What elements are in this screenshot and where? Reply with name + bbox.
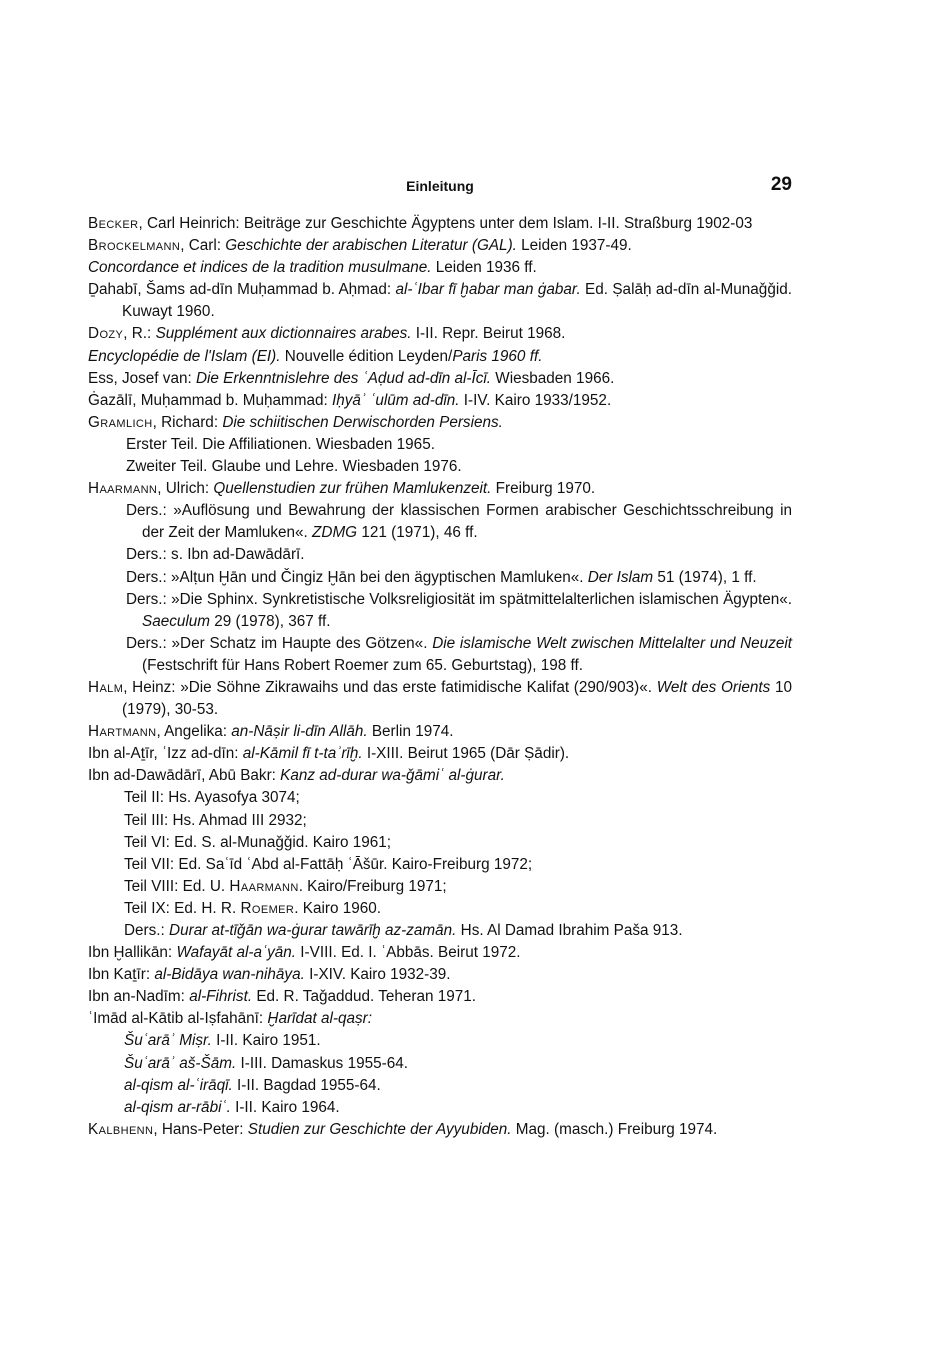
work-title: Geschichte der arabischen Literatur (GAL). — [225, 237, 517, 255]
author-name: Ḏahabī, Šams ad-dīn Muḥammad b. Aḥmad: — [88, 281, 396, 299]
author-surname: Hartmann — [88, 723, 157, 741]
bib-entry — [88, 986, 792, 1008]
publication-details: 10 (1979), 30-53. — [122, 678, 792, 719]
publication-details: Ders.: »Die Sphinx. Synkretistische Volksreligiosität im spätmittelalterlichen islamischen Ägypten«. — [126, 590, 792, 608]
bib-subentry — [124, 832, 792, 854]
publication-details: Wiesbaden 1966. — [491, 369, 615, 387]
bib-entry — [88, 721, 792, 743]
work-title: Iḥyāʾ ʿulūm ad-dīn. — [332, 391, 460, 409]
publication-details: I-II. Kairo 1951. — [211, 1032, 321, 1050]
publication-details: Teil VI: Ed. S. al-Munaǧǧid. Kairo 1961; — [124, 833, 391, 851]
author-surname: Gramlich — [88, 413, 153, 431]
bib-subentry — [124, 920, 792, 942]
author-name: , R.: — [123, 325, 156, 343]
running-title: Einleitung — [406, 178, 474, 194]
author-surname: Becker — [88, 215, 139, 232]
bib-subentry — [124, 1075, 792, 1097]
work-title: Die islamische Welt zwischen Mittelalter und Neuzeit — [432, 634, 792, 652]
bib-subentry — [126, 456, 792, 478]
bib-entry — [88, 257, 792, 279]
work-title: Saeculum — [142, 612, 211, 630]
publication-details: »Die Söhne Zikrawaihs und das erste fatimidische Kalifat (290/903)«. — [180, 678, 657, 696]
bibliography-list — [88, 213, 792, 1141]
publication-details: Ed. Ṣalāḥ ad-dīn al-Munaǧǧid. Kuwayt 1960. — [122, 281, 792, 321]
publication-details: Leiden 1936 ff. — [431, 259, 537, 277]
page-number: 29 — [770, 174, 792, 195]
work-title: Die schiitischen Derwischorden Persiens. — [222, 413, 503, 431]
work-title: Encyclopédie de l'Islam (EI). — [88, 347, 281, 365]
bib-entry — [88, 346, 792, 368]
author-name: Ibn al-Aṯīr, ʿIzz ad-dīn: — [88, 745, 243, 763]
author-name: , Carl: — [180, 237, 226, 255]
bib-subentry — [126, 633, 792, 677]
bib-subentry — [126, 500, 792, 544]
author-name: Ġazālī, Muḥammad b. Muḥammad: — [88, 391, 332, 409]
publication-details: Nouvelle édition Leyden/ — [280, 347, 453, 365]
publication-details: Teil VII: Ed. Saʿīd ʿAbd al-Fattāḥ ʿĀšūr. Kairo-Freiburg 1972; — [124, 855, 533, 873]
author-name: , Hans-Peter: — [153, 1120, 248, 1138]
bib-subentry — [126, 434, 792, 456]
author-surname: Roemer — [240, 899, 295, 917]
publication-details: Erster Teil. Die Affiliationen. Wiesbaden 1965. — [126, 435, 435, 453]
publication-details: Berlin 1974. — [367, 723, 454, 741]
work-title: Šuʿarāʾ Miṣr. — [124, 1032, 212, 1050]
publication-details: Mag. (masch.) Freiburg 1974. — [511, 1120, 718, 1138]
bib-entry — [88, 1119, 792, 1141]
publication-details: I-XIV. Kairo 1932-39. — [304, 966, 451, 984]
publication-details: 29 (1978), 367 ff. — [210, 612, 331, 630]
work-title: al-Kāmil fī t-taʾrīḫ. — [242, 745, 363, 763]
publication-details: Ders.: — [124, 922, 170, 939]
publication-details: Freiburg 1970. — [491, 480, 596, 498]
publication-details: . Kairo/Freiburg 1971; — [298, 877, 447, 895]
bib-subentry — [124, 876, 792, 898]
publication-details: I-XIII. Beirut 1965 (Dār Ṣādir). — [362, 745, 570, 763]
work-title: Kanz ad-durar wa-ǧāmiʿ al-ġurar. — [280, 767, 505, 785]
bib-entry — [88, 478, 792, 500]
bib-subentry — [124, 787, 792, 809]
work-title: al-qism ar-rābiʿ. — [124, 1098, 231, 1116]
publication-details: Teil VIII: Ed. U. — [124, 877, 230, 895]
publication-details: Ders.: »Alṭun Ḫān und Čingiz Ḫān bei den ägyptischen Mamluken«. — [126, 568, 588, 586]
work-title: Paris 1960 ff. — [452, 347, 543, 365]
work-title: Die Erkenntnislehre des ʿAḍud ad-dīn al-Īcī. — [195, 369, 492, 387]
author-name: ʿImād al-Kātib al-Iṣfahānī: — [88, 1010, 268, 1028]
publication-details: I-VIII. Ed. I. ʿAbbās. Beirut 1972. — [296, 944, 521, 962]
work-title: al-Bidāya wan-nihāya. — [154, 966, 305, 984]
publication-details: Ders.: s. Ibn ad-Dawādārī. — [126, 546, 305, 564]
author-surname: Kalbhenn — [88, 1120, 154, 1138]
work-title: Quellenstudien zur frühen Mamlukenzeit. — [213, 480, 492, 498]
publication-details: Zweiter Teil. Glaube und Lehre. Wiesbaden 1976. — [126, 458, 462, 476]
bib-subentry — [124, 898, 792, 920]
work-title: Studien zur Geschichte der Ayyubiden. — [247, 1120, 512, 1138]
publication-details: (Festschrift für Hans Robert Roemer zum 65. Geburtstag), 198 ff. — [142, 656, 583, 674]
author-name: Ibn an-Nadīm: — [88, 988, 190, 1006]
bib-subentry — [124, 1053, 792, 1075]
publication-details: Teil IX: Ed. H. R. — [124, 899, 241, 917]
publication-details: Beiträge zur Geschichte Ägyptens unter dem Islam. I-II. Straßburg 1902-03 — [243, 215, 753, 232]
publication-details: I-II. Bagdad 1955-64. — [232, 1076, 381, 1094]
publication-details: I-IV. Kairo 1933/1952. — [459, 391, 612, 409]
bib-entry — [88, 942, 792, 964]
bib-entry — [88, 412, 792, 434]
bib-entry — [88, 323, 792, 345]
bib-subentry — [126, 589, 792, 633]
author-surname: Haarmann — [229, 877, 299, 895]
author-name: , Angelika: — [156, 723, 232, 741]
bib-entry — [88, 765, 792, 787]
author-name: Ibn ad-Dawādārī, Abū Bakr: — [88, 767, 281, 785]
bib-entry — [88, 743, 792, 765]
bib-entry — [88, 235, 792, 257]
bib-subentry — [124, 1030, 792, 1052]
publication-details: . Kairo 1960. — [294, 899, 382, 917]
work-title: al-ʿIbar fī ḫabar man ġabar. — [395, 281, 581, 299]
publication-details: Hs. Al Damad Ibrahim Paša 913. — [456, 922, 683, 939]
work-title: al-Fihrist. — [189, 988, 253, 1006]
bib-entry — [88, 213, 792, 235]
publication-details: 121 (1971), 46 ff. — [357, 524, 478, 542]
page-header — [88, 174, 792, 202]
author-surname: Brockelmann — [88, 237, 181, 255]
work-title: Der Islam — [587, 568, 654, 586]
bib-entry — [88, 368, 792, 390]
bib-entry — [88, 390, 792, 412]
author-surname: Halm — [88, 678, 124, 696]
publication-details: Teil II: Hs. Ayasofya 3074; — [124, 789, 300, 807]
work-title: Concordance et indices de la tradition musulmane. — [88, 259, 432, 277]
publication-details: Ders.: »Der Schatz im Haupte des Götzen«. — [126, 634, 433, 652]
bib-subentry — [124, 810, 792, 832]
author-name: , Ulrich: — [157, 480, 214, 498]
bib-entry — [88, 964, 792, 986]
work-title: Welt des Orients — [656, 678, 771, 696]
author-name: , Heinz: — [123, 678, 181, 696]
publication-details: Ed. R. Taǧaddud. Teheran 1971. — [252, 988, 477, 1006]
work-title: ZDMG — [312, 524, 358, 542]
publication-details: Leiden 1937-49. — [516, 237, 632, 255]
author-name: , Carl Heinrich: — [138, 215, 244, 232]
bib-subentry — [124, 1097, 792, 1119]
publication-details: I-II. Repr. Beirut 1968. — [411, 325, 566, 343]
bib-subentry — [126, 567, 792, 589]
author-surname: Dozy — [88, 325, 124, 343]
publication-details: 51 (1974), 1 ff. — [653, 568, 757, 586]
bib-entry — [88, 279, 792, 323]
publication-details: I-II. Kairo 1964. — [230, 1098, 340, 1116]
author-name: , Richard: — [152, 413, 223, 431]
author-name: Ibn Ḫallikān: — [88, 944, 177, 962]
author-name: Ess, Josef van: — [88, 369, 196, 387]
work-title: an-Nāṣir li-dīn Allāh. — [231, 723, 368, 741]
bib-subentry — [124, 854, 792, 876]
publication-details: I-III. Damaskus 1955-64. — [236, 1054, 408, 1072]
work-title: al-qism al-ʿirāqī. — [124, 1076, 233, 1094]
work-title: Wafayāt al-aʿyān. — [176, 944, 297, 962]
bib-subentry — [126, 544, 792, 566]
bib-entry — [88, 677, 792, 721]
work-title: Šuʿarāʾ aš-Šām. — [124, 1054, 237, 1072]
work-title: Ḫarīdat al-qaṣr: — [267, 1010, 372, 1028]
publication-details: Ders.: »Auflösung und Bewahrung der klassischen Formen arabischer Geschichtsschreibung in der Zeit der Mamluken«. — [126, 502, 792, 542]
publication-details: Teil III: Hs. Ahmad III 2932; — [124, 811, 307, 829]
work-title: Supplément aux dictionnaires arabes. — [155, 325, 412, 343]
author-name: Ibn Kaṯīr: — [88, 966, 155, 984]
author-surname: Haarmann — [88, 480, 158, 498]
bib-entry — [88, 1008, 792, 1030]
work-title: Durar at-tīǧān wa-ġurar tawārīḫ az-zamān. — [169, 922, 457, 939]
